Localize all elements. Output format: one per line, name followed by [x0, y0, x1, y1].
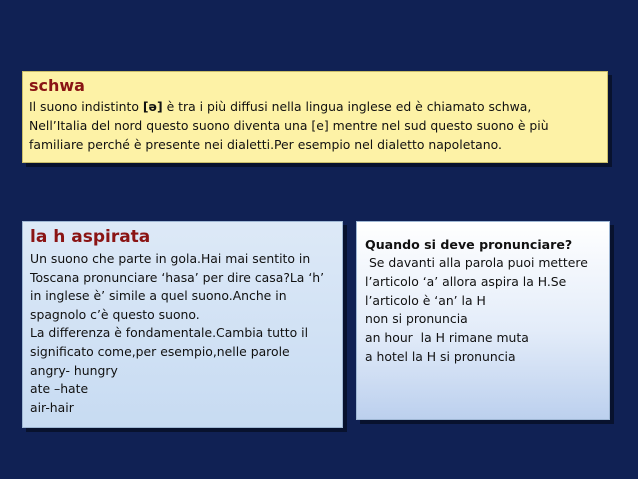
schwa-line-3: familiare perché è presente nei dialetti.Per esempio nel dialetto napoletano.	[29, 137, 502, 152]
schwa-title: schwa	[29, 76, 85, 95]
h-aspirata-body	[30, 250, 336, 417]
schwa-box	[22, 71, 608, 163]
h-aspirata-line: in inglese è’ simile a quel suono.Anche in	[30, 288, 287, 304]
h-aspirata-line: air-hair	[30, 399, 74, 415]
h-aspirata-line: angry- hungry	[30, 362, 118, 378]
quando-title: Quando si deve pronunciare?	[365, 237, 573, 252]
schwa-line-1-before: Il suono indistinto	[29, 99, 143, 114]
h-aspirata-line: spagnolo c’è questo suono.	[30, 306, 200, 322]
schwa-line-1-after: è tra i più diffusi nella lingua inglese ed è chiamato schwa,	[162, 99, 532, 114]
quando-line: non si pronuncia	[365, 311, 468, 327]
schwa-body	[29, 97, 601, 154]
h-aspirata-line: Toscana pronunciare ‘hasa’ per dire casa?La ‘h’	[30, 269, 325, 285]
quando-line: l’articolo ‘a’ allora aspira la H.Se	[365, 273, 567, 289]
schwa-ipa-symbol: [ə]	[142, 99, 163, 114]
h-aspirata-line: Un suono che parte in gola.Hai mai sentito in	[30, 251, 311, 266]
h-aspirata-title: la h aspirata	[30, 227, 151, 247]
h-aspirata-box	[22, 221, 343, 428]
schwa-line-1	[29, 97, 601, 116]
quando-line: a hotel la H si pronuncia	[365, 348, 516, 364]
quando-line: Se davanti alla parola puoi mettere	[365, 255, 588, 270]
schwa-line-2: Nell’Italia del nord questo suono diventa una [e] mentre nel sud questo suono è più	[29, 118, 549, 133]
h-aspirata-line: ate –hate	[30, 381, 89, 397]
quando-box	[356, 221, 610, 420]
h-aspirata-line: significato come,per esempio,nelle parole	[30, 343, 290, 359]
quando-line: an hour la H rimane muta	[365, 330, 529, 346]
quando-line: l’articolo è ‘an’ la H	[365, 292, 486, 308]
quando-body	[365, 254, 603, 367]
h-aspirata-line: La differenza è fondamentale.Cambia tutto il	[30, 325, 309, 341]
